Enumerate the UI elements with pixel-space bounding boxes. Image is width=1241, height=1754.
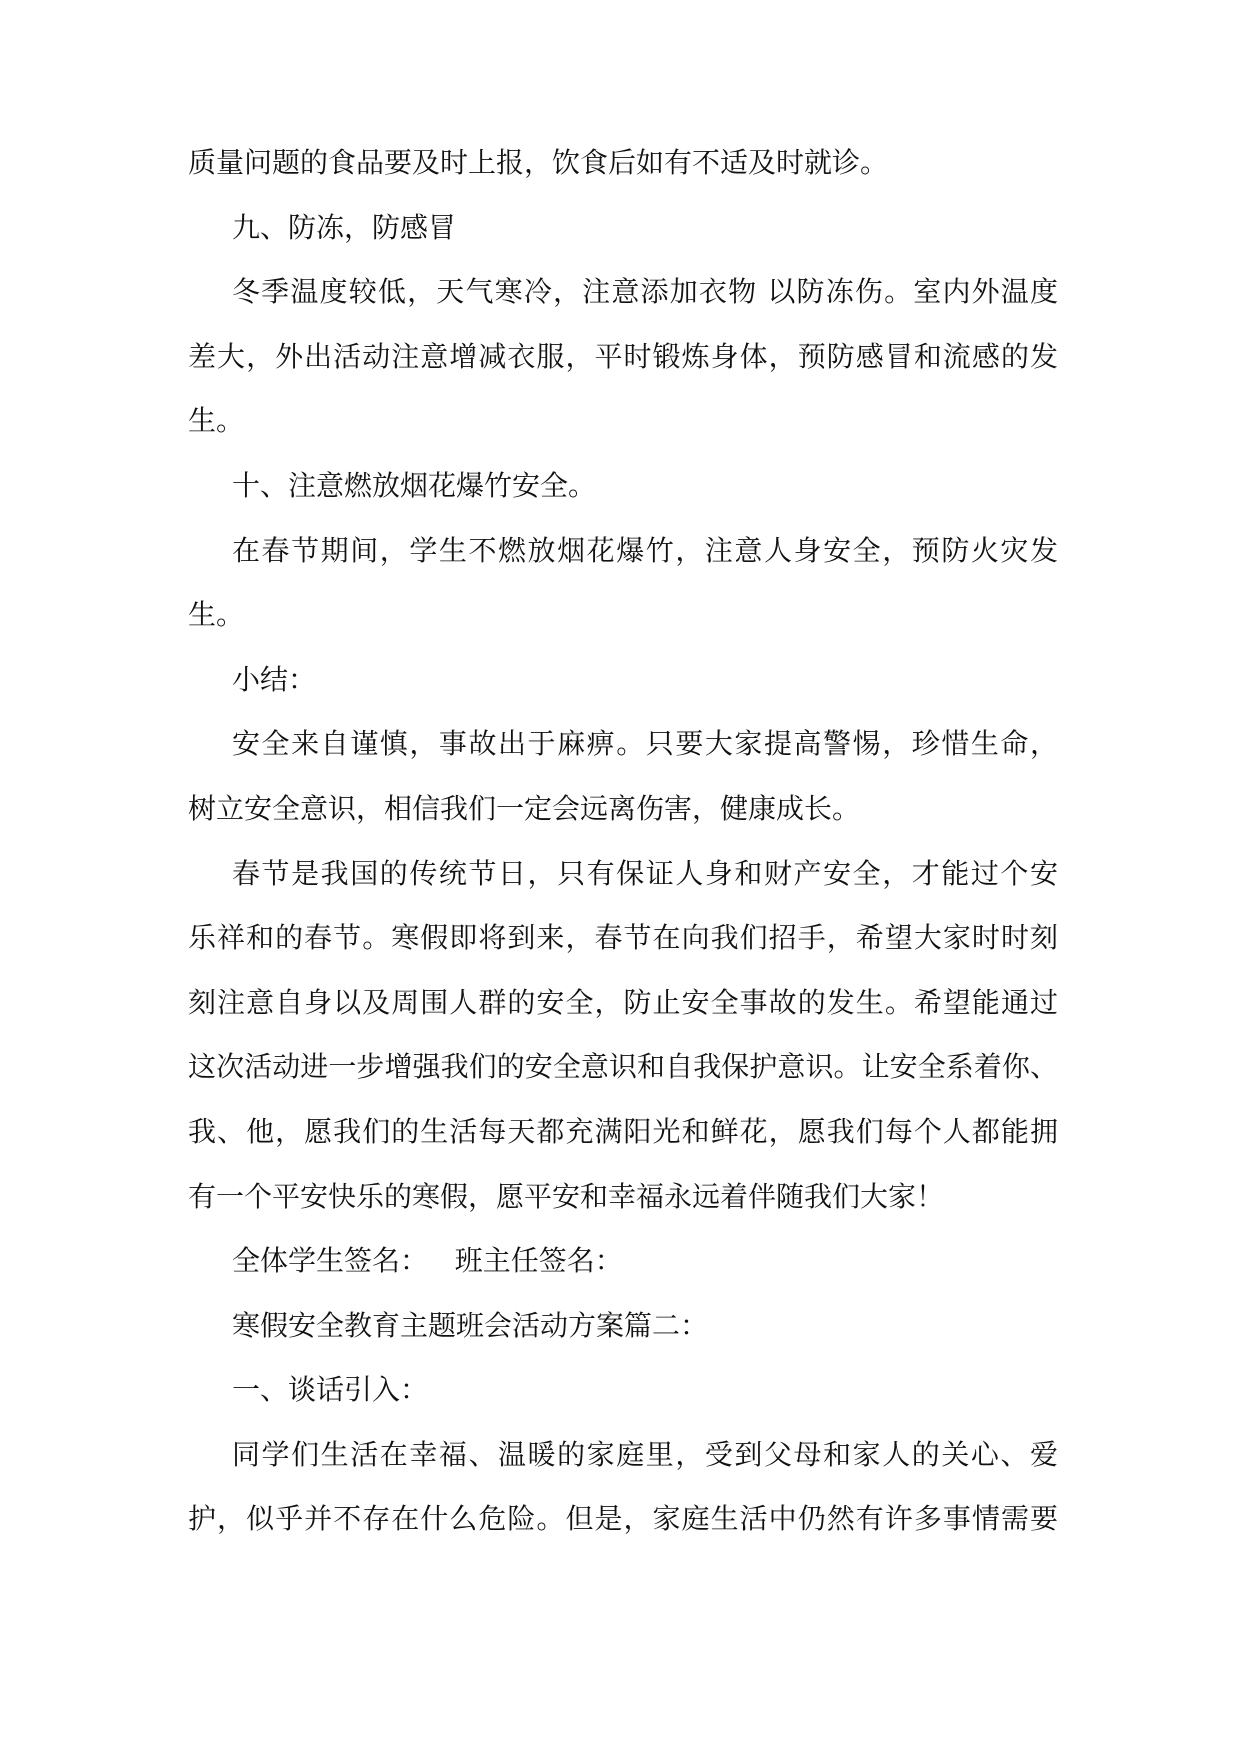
text-line: 在春节期间，学生不燃放烟花爆竹，注意人身安全，预防火灾发 xyxy=(232,533,1058,567)
summary-heading: 小结： xyxy=(232,662,317,696)
text-line: 这次活动进一步增强我们的安全意识和自我保护意识。让安全系着你、 xyxy=(188,1050,1058,1084)
text-line: 刻注意自身以及周围人群的安全，防止安全事故的发生。希望能通过 xyxy=(188,985,1058,1019)
text-line: 差大，外出活动注意增减衣服，平时锻炼身体，预防感冒和流感的发 xyxy=(188,339,1058,373)
text-line: 我、他，愿我们的生活每天都充满阳光和鲜花，愿我们每个人都能拥 xyxy=(188,1114,1058,1148)
section-heading-10: 十、注意燃放烟花爆竹安全。 xyxy=(232,468,597,502)
section-title-part-two: 寒假安全教育主题班会活动方案篇二： xyxy=(232,1308,709,1342)
text-line: 有一个平安快乐的寒假，愿平安和幸福永远着伴随我们大家！ xyxy=(188,1179,945,1213)
text-line: 冬季温度较低，天气寒冷，注意添加衣物 以防冻伤。室内外温度 xyxy=(232,275,1058,309)
text-line: 树立安全意识，相信我们一定会远离伤害，健康成长。 xyxy=(188,791,861,825)
text-line: 安全来自谨慎，事故出于麻痹。只要大家提高警惕，珍惜生命， xyxy=(232,727,1058,761)
text-line: 质量问题的食品要及时上报，饮食后如有不适及时就诊。 xyxy=(188,146,889,179)
text-line: 生。 xyxy=(188,404,245,438)
section-heading-1: 一、谈话引入： xyxy=(232,1373,429,1407)
text-line: 春节是我国的传统节日，只有保证人身和财产安全，才能过个安 xyxy=(232,856,1058,890)
document-page xyxy=(188,143,1058,1564)
signature-line: 全体学生签名： 班主任签名： xyxy=(232,1244,623,1278)
text-line: 乐祥和的春节。寒假即将到来，春节在向我们招手，希望大家时时刻 xyxy=(188,921,1058,955)
text-line: 同学们生活在幸福、温暖的家庭里，受到父母和家人的关心、爱 xyxy=(232,1437,1058,1471)
text-line: 护，似乎并不存在什么危险。但是，家庭生活中仍然有许多事情需要 xyxy=(188,1502,1058,1536)
text-line: 生。 xyxy=(188,598,245,632)
section-heading-9: 九、防冻，防感冒 xyxy=(232,210,457,244)
